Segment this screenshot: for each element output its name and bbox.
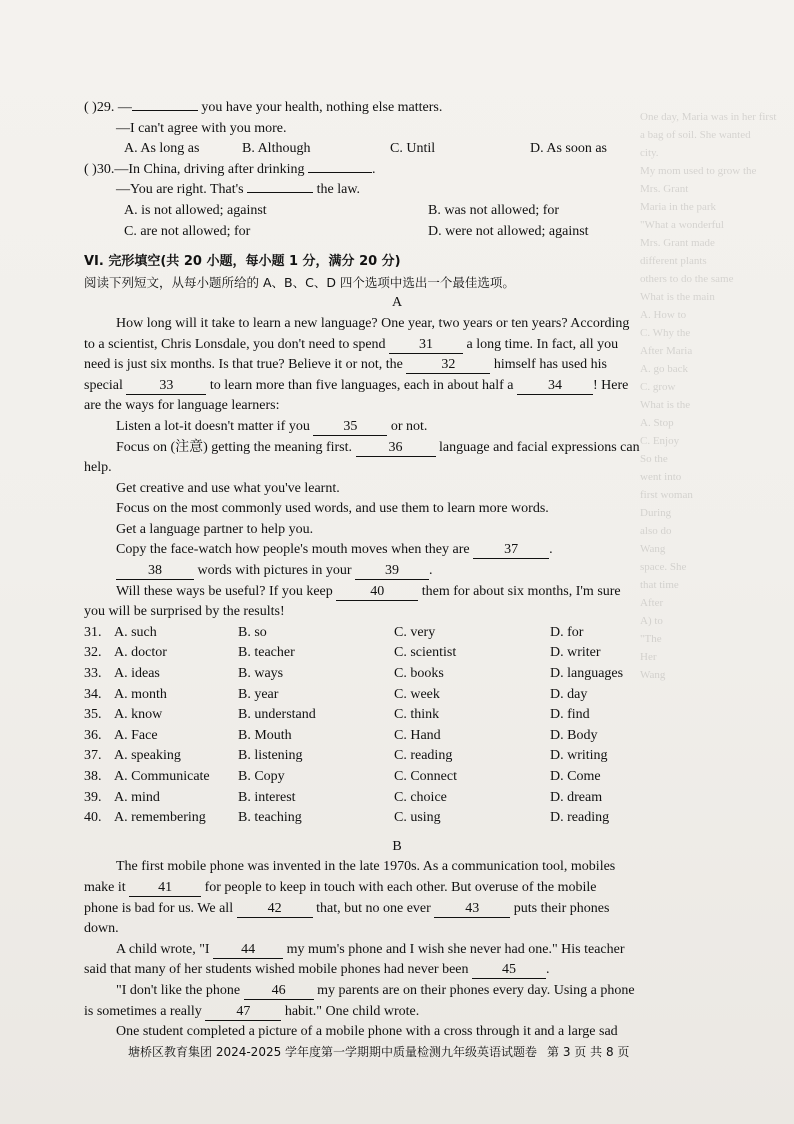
passage-a-line-10: Focus on the most commonly used words, and use them to learn more words.	[116, 501, 549, 517]
footer-school: 塘桥区教育集团 2024-2025 学年度第一学期期中质量检测九年级英语试题卷	[128, 1045, 538, 1059]
passage-b-line-7	[84, 981, 710, 1002]
question-29-options	[84, 139, 710, 160]
option-d[interactable]: D. for	[550, 624, 584, 640]
option-number: 39.	[84, 789, 102, 805]
bleed-through-line: C. grow	[640, 381, 676, 393]
section-title: VI. 完形填空(共 20 小题，每小题 1 分，满分 20 分)	[84, 254, 401, 270]
bleed-through-line: Mrs. Grant made	[640, 237, 715, 249]
blank-32[interactable]: 32	[406, 357, 490, 374]
question-30-reply-start: —You are right. That's	[116, 182, 244, 198]
option-29-b[interactable]: B. Although	[242, 141, 311, 157]
passage-b-line-3	[84, 899, 710, 920]
blank-45[interactable]: 45	[472, 962, 546, 979]
options-row	[84, 726, 710, 747]
bleed-through-line: A. go back	[640, 363, 688, 375]
question-30-options-row1	[84, 201, 710, 222]
bleed-through-line: My mom used to grow the	[640, 165, 757, 177]
options-row	[84, 808, 710, 829]
passage-a-line-11: Get a language partner to help you.	[116, 521, 314, 537]
passage-a-line-2	[84, 335, 710, 356]
blank-41[interactable]: 41	[129, 880, 201, 897]
passage-b-line-6	[84, 960, 710, 981]
blank-46[interactable]: 46	[244, 983, 314, 1000]
passage-text: language and facial expressions can	[435, 439, 640, 455]
passage-text: .	[428, 563, 433, 579]
passage-text: or not.	[387, 418, 428, 434]
page-footer	[128, 1043, 629, 1060]
passage-a-line-1: How long will it take to learn a new language? One year, two years or ten years? According	[116, 315, 630, 331]
option-29-d[interactable]: D. As soon as	[530, 141, 608, 157]
passage-text: to a scientist, Chris Lonsdale, you don't need to spend	[84, 336, 386, 352]
blank-33[interactable]: 33	[126, 378, 206, 395]
option-b[interactable]: B. understand	[238, 707, 316, 723]
options-row	[84, 643, 710, 664]
options-row	[84, 664, 710, 685]
option-c[interactable]: C. scientist	[394, 645, 457, 661]
option-c[interactable]: C. Hand	[394, 727, 441, 743]
passage-text: Will these ways be useful? If you keep	[116, 583, 333, 599]
blank-43[interactable]: 43	[434, 901, 510, 918]
bleed-through-line: space. She	[640, 561, 687, 573]
option-c[interactable]: C. week	[394, 686, 440, 702]
footer-page-number: 第 3 页 共 8 页	[547, 1045, 630, 1059]
passage-text: Copy the face-watch how people's mouth moves when they are	[116, 542, 470, 558]
bleed-through-line: Wang	[640, 669, 666, 681]
blank-40[interactable]: 40	[336, 584, 418, 601]
bleed-through-line: city.	[640, 147, 659, 159]
passage-a-line-13	[84, 561, 710, 582]
passage-a-line-12	[84, 540, 710, 561]
passage-text: to learn more than five languages, each in about half a	[206, 377, 514, 393]
bleed-through-line: What is the	[640, 399, 691, 411]
option-c[interactable]: C. very	[394, 624, 436, 640]
bleed-through-line: After	[640, 597, 664, 609]
option-c[interactable]: C. Connect	[394, 769, 457, 784]
passage-text: ! Here	[592, 377, 629, 393]
bleed-through-line: a bag of soil. She wanted	[640, 129, 751, 141]
option-number: 40.	[84, 810, 102, 826]
bleed-through-line: "What a wonderful	[640, 219, 724, 231]
options-row	[84, 623, 710, 644]
blank-31[interactable]: 31	[389, 337, 463, 354]
option-b[interactable]: B. listening	[238, 748, 303, 764]
question-30-stem: ( )30.—In China, driving after drinking	[84, 161, 305, 177]
option-d[interactable]: D. writer	[550, 645, 601, 661]
question-30-reply-blank[interactable]	[247, 192, 313, 193]
bleed-through-line: went into	[640, 471, 682, 483]
option-c[interactable]: C. choice	[394, 789, 447, 805]
option-number: 36.	[84, 727, 102, 743]
bleed-through-line: also do	[640, 525, 672, 537]
option-number: 33.	[84, 666, 102, 682]
option-30-a[interactable]: A. is not allowed; against	[124, 202, 267, 218]
question-29-stem: you have your health, nothing else matters.	[197, 100, 443, 115]
option-d[interactable]: D. find	[550, 707, 590, 723]
option-a[interactable]: A. ideas	[114, 666, 160, 682]
option-number: 32.	[84, 645, 102, 661]
options-row	[84, 767, 710, 788]
option-29-c[interactable]: C. Until	[390, 141, 436, 157]
options-table	[84, 623, 710, 829]
option-a[interactable]: A. Face	[114, 727, 158, 743]
bleed-through-line: first woman	[640, 489, 693, 501]
option-b[interactable]: B. interest	[238, 789, 296, 805]
question-29-number: ( )29. —	[84, 100, 132, 115]
bleed-through-line: C. Enjoy	[640, 435, 680, 447]
passage-a-line-4	[84, 376, 710, 397]
blank-35[interactable]: 35	[313, 419, 387, 436]
option-30-c[interactable]: C. are not allowed; for	[124, 223, 251, 239]
blank-34[interactable]: 34	[517, 378, 593, 395]
passage-b-line-2	[84, 878, 710, 899]
exam-content	[84, 98, 710, 1043]
option-d[interactable]: D. Come	[550, 769, 601, 784]
section-instruction: 阅读下列短文，从每小题所给的 A、B、C、D 四个选项中选出一个最佳选项。	[84, 274, 515, 290]
option-a[interactable]: A. mind	[114, 789, 160, 805]
option-c[interactable]: C. think	[394, 707, 440, 723]
passage-text: puts their phones	[510, 900, 610, 916]
passage-text: .	[546, 962, 550, 978]
bleed-through-line: Maria in the park	[640, 201, 717, 213]
bleed-through-line: During	[640, 507, 672, 519]
question-30-blank[interactable]	[308, 172, 372, 173]
passage-text: them for about six months, I'm sure	[418, 583, 621, 599]
passage-a-line-14	[84, 582, 710, 603]
passage-text: himself has used his	[490, 357, 607, 373]
passage-text: for people to keep in touch with each other. But overuse of the mobile	[201, 879, 597, 895]
option-a[interactable]: A. Communicate	[114, 769, 210, 784]
option-b[interactable]: B. Mouth	[238, 727, 292, 743]
bleed-through-line: What is the main	[640, 291, 715, 303]
bleed-through-line: "The	[640, 633, 662, 645]
question-30-end: .	[371, 161, 376, 177]
option-number: 35.	[84, 707, 102, 723]
passage-b-line-9: One student completed a picture of a mobile phone with a cross through it and a large sad	[116, 1024, 618, 1040]
passage-a-line-5: are the ways for language learners:	[84, 398, 280, 414]
bleed-through-line: One day, Maria was in her first	[640, 111, 777, 123]
passage-a-line-8: help.	[84, 460, 112, 476]
option-a[interactable]: A. know	[114, 707, 163, 723]
passage-text: my parents are on their phones every day. Using a phone	[313, 982, 635, 998]
option-30-b[interactable]: B. was not allowed; for	[428, 202, 560, 218]
question-30	[84, 160, 710, 181]
blank-37[interactable]: 37	[473, 542, 549, 559]
blank-39[interactable]: 39	[355, 563, 429, 580]
bleed-through-line: A. Stop	[640, 417, 674, 429]
passage-a-line-7	[84, 438, 710, 459]
passage-b-line-1: The first mobile phone was invented in the late 1970s. As a communication tool, mobiles	[116, 859, 616, 875]
passage-b-line-5	[84, 940, 710, 961]
option-d[interactable]: D. reading	[550, 810, 610, 826]
options-row	[84, 746, 710, 767]
option-number: 37.	[84, 748, 102, 764]
passage-text: Listen a lot-it doesn't matter if you	[116, 418, 310, 434]
question-29	[84, 98, 710, 119]
option-a[interactable]: A. remembering	[114, 810, 206, 826]
blank-36[interactable]: 36	[356, 440, 436, 457]
option-b[interactable]: B. teacher	[238, 645, 295, 661]
passage-text: that, but no one ever	[312, 900, 431, 916]
option-d[interactable]: D. day	[550, 686, 588, 702]
passage-text: habit." One child wrote.	[281, 1003, 420, 1019]
question-29-blank[interactable]	[132, 110, 198, 111]
bleed-through-line: others to do the same	[640, 273, 734, 285]
option-a[interactable]: A. such	[114, 624, 157, 640]
question-30-reply-end: the law.	[313, 182, 361, 198]
blank-38[interactable]: 38	[116, 563, 194, 580]
passage-b-label: B	[392, 838, 402, 854]
option-d[interactable]: D. languages	[550, 666, 624, 682]
option-d[interactable]: D. writing	[550, 748, 608, 764]
option-29-a[interactable]: A. As long as	[124, 141, 200, 157]
option-30-d[interactable]: D. were not allowed; against	[428, 223, 589, 239]
bleed-through-line: After Maria	[640, 345, 693, 357]
options-row	[84, 788, 710, 809]
option-b[interactable]: B. year	[238, 686, 279, 702]
option-d[interactable]: D. dream	[550, 789, 603, 805]
option-b[interactable]: B. ways	[238, 666, 284, 682]
options-row	[84, 705, 710, 726]
option-d[interactable]: D. Body	[550, 727, 598, 743]
passage-a-line-6	[84, 417, 710, 438]
bleed-through-line: Her	[640, 651, 657, 663]
bleed-through-line: Wang	[640, 543, 666, 555]
passage-text: my mum's phone and I wish she never had one." His teacher	[283, 941, 625, 957]
question-29-reply: —I can't agree with you more.	[116, 120, 287, 136]
passage-text: said that many of her students wished mobile phones had never been	[84, 962, 469, 978]
passage-text: need is just six months. Is that true? Believe it or not, the	[84, 357, 403, 373]
passage-a-line-9: Get creative and use what you've learnt.	[116, 480, 340, 496]
option-a[interactable]: A. doctor	[114, 645, 167, 661]
passage-text: phone is bad for us. We all	[84, 900, 234, 916]
passage-text: make it	[84, 879, 126, 895]
bleed-through-line: different plants	[640, 255, 707, 267]
passage-text: words with pictures in your	[194, 563, 352, 579]
bleed-through-line: C. Why the	[640, 327, 691, 339]
option-a[interactable]: A. speaking	[114, 748, 181, 764]
passage-b-line-8	[84, 1002, 710, 1023]
question-30-options-row2	[84, 222, 710, 243]
passage-text: special	[84, 377, 123, 393]
passage-text: is sometimes a really	[84, 1003, 202, 1019]
passage-text: "I don't like the phone	[116, 982, 241, 998]
option-b[interactable]: B. Copy	[238, 769, 285, 784]
blank-42[interactable]: 42	[237, 901, 313, 918]
passage-a-label: A	[391, 295, 403, 311]
passage-text: a long time. In fact, all you	[463, 336, 619, 352]
passage-text: Focus on (注意) getting the meaning first.	[116, 439, 353, 455]
option-b[interactable]: B. teaching	[238, 810, 302, 826]
option-c[interactable]: C. books	[394, 666, 444, 682]
blank-47[interactable]: 47	[205, 1004, 281, 1021]
option-number: 31.	[84, 624, 102, 640]
passage-text: A child wrote, "I	[116, 941, 210, 957]
option-number: 34.	[84, 686, 102, 702]
bleed-through-line: Mrs. Grant	[640, 183, 689, 195]
bleed-through-line: that time	[640, 579, 679, 591]
option-b[interactable]: B. so	[238, 624, 267, 640]
bleed-through-line: So the	[640, 453, 668, 465]
options-row	[84, 685, 710, 706]
option-a[interactable]: A. month	[114, 686, 167, 702]
blank-44[interactable]: 44	[213, 942, 283, 959]
option-c[interactable]: C. using	[394, 810, 441, 826]
passage-text: .	[549, 542, 553, 558]
passage-b-line-4: down.	[84, 921, 119, 937]
option-c[interactable]: C. reading	[394, 748, 453, 764]
option-number: 38.	[84, 769, 102, 784]
question-30-reply	[84, 180, 710, 201]
passage-a-line-15: you will be surprised by the results!	[84, 604, 285, 620]
passage-a-line-3	[84, 355, 710, 376]
bleed-through-line: A) to	[640, 615, 663, 627]
bleed-through-line: A. How to	[640, 309, 687, 321]
